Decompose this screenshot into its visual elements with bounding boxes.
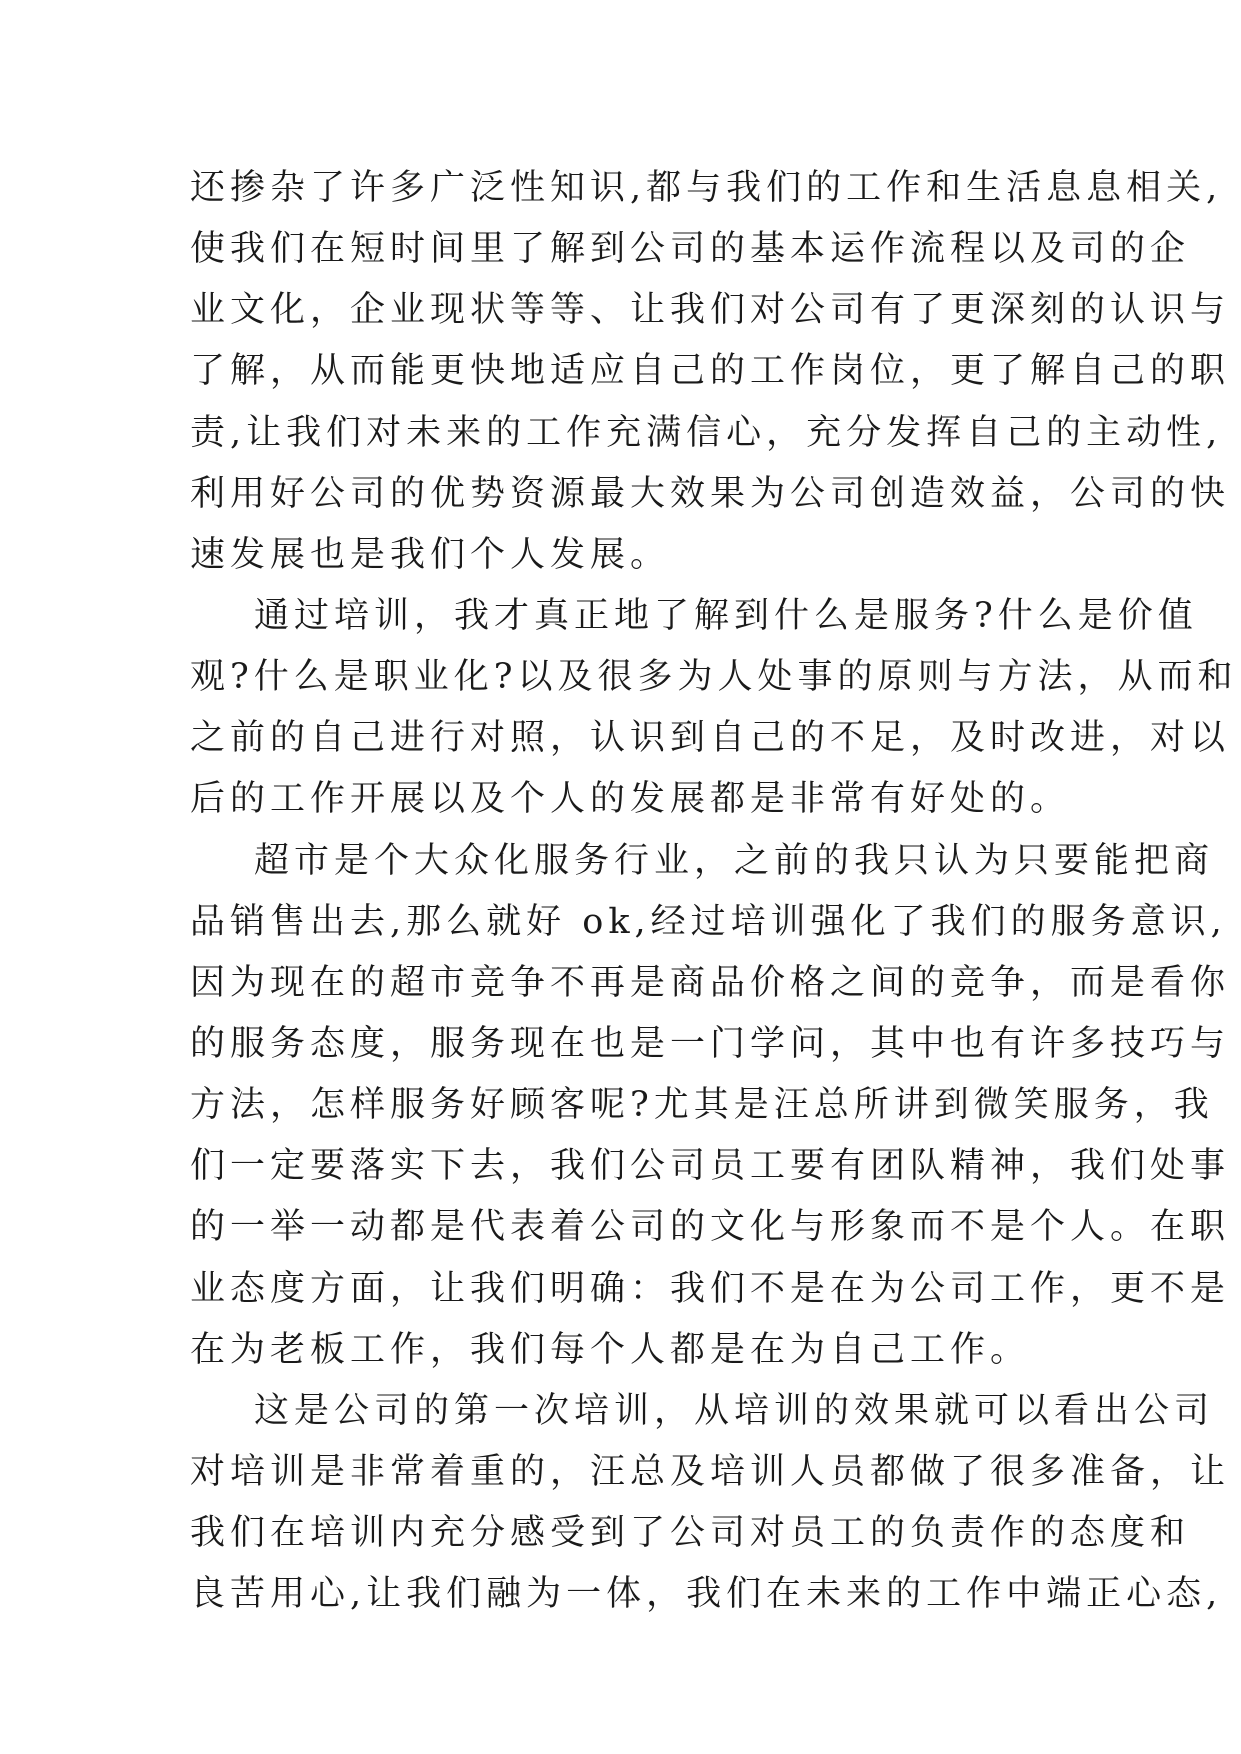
text-line: 良苦用心,让我们融为一体，我们在未来的工作中端正心态, — [190, 1574, 1223, 1615]
text-line: 们一定要落实下去，我们公司员工要有团队精神，我们处事 — [190, 1146, 1231, 1187]
text-line: 业态度方面，让我们明确：我们不是在为公司工作，更不是 — [190, 1268, 1231, 1309]
text-line: 品销售出去,那么就好 ok,经过培训强化了我们的服务意识, — [190, 901, 1227, 942]
text-line: 之前的自己进行对照，认识到自己的不足，及时改进，对以 — [190, 718, 1231, 759]
text-line: 我们在培训内充分感受到了公司对员工的负责作的态度和 — [190, 1513, 1191, 1554]
text-line: 在为老板工作，我们每个人都是在为自己工作。 — [190, 1329, 1031, 1370]
text-line: 还掺杂了许多广泛性知识,都与我们的工作和生活息息相关, — [190, 168, 1223, 208]
text-line: 责,让我们对未来的工作充满信心，充分发挥自己的主动性, — [190, 412, 1223, 453]
text-line: 使我们在短时间里了解到公司的基本运作流程以及司的企 — [190, 229, 1191, 270]
text-line: 利用好公司的优势资源最大效果为公司创造效益，公司的快 — [190, 473, 1231, 514]
text-line: 业文化，企业现状等等、让我们对公司有了更深刻的认识与 — [190, 290, 1231, 331]
text-line: 对培训是非常着重的，汪总及培训人员都做了很多准备，让 — [190, 1451, 1231, 1492]
body-text — [190, 158, 1238, 1625]
paragraph-start-line: 通过培训，我才真正地了解到什么是服务?什么是价值 — [254, 595, 1198, 636]
text-line: 后的工作开展以及个人的发展都是非常有好处的。 — [190, 779, 1071, 820]
text-line: 因为现在的超市竞争不再是商品价格之间的竞争，而是看你 — [190, 962, 1231, 1003]
text-line: 的服务态度，服务现在也是一门学问，其中也有许多技巧与 — [190, 1023, 1231, 1064]
text-line: 的一举一动都是代表着公司的文化与形象而不是个人。在职 — [190, 1207, 1231, 1248]
text-line: 方法，怎样服务好顾客呢?尤其是汪总所讲到微笑服务，我 — [190, 1085, 1214, 1126]
text-line: 速发展也是我们个人发展。 — [190, 534, 671, 575]
text-line: 了解，从而能更快地适应自己的工作岗位，更了解自己的职 — [190, 351, 1231, 392]
paragraph-start-line: 这是公司的第一次培训，从培训的效果就可以看出公司 — [254, 1390, 1215, 1431]
text-line: 观?什么是职业化?以及很多为人处事的原则与方法，从而和 — [190, 657, 1238, 698]
paragraph-start-line: 超市是个大众化服务行业，之前的我只认为只要能把商 — [254, 840, 1215, 881]
